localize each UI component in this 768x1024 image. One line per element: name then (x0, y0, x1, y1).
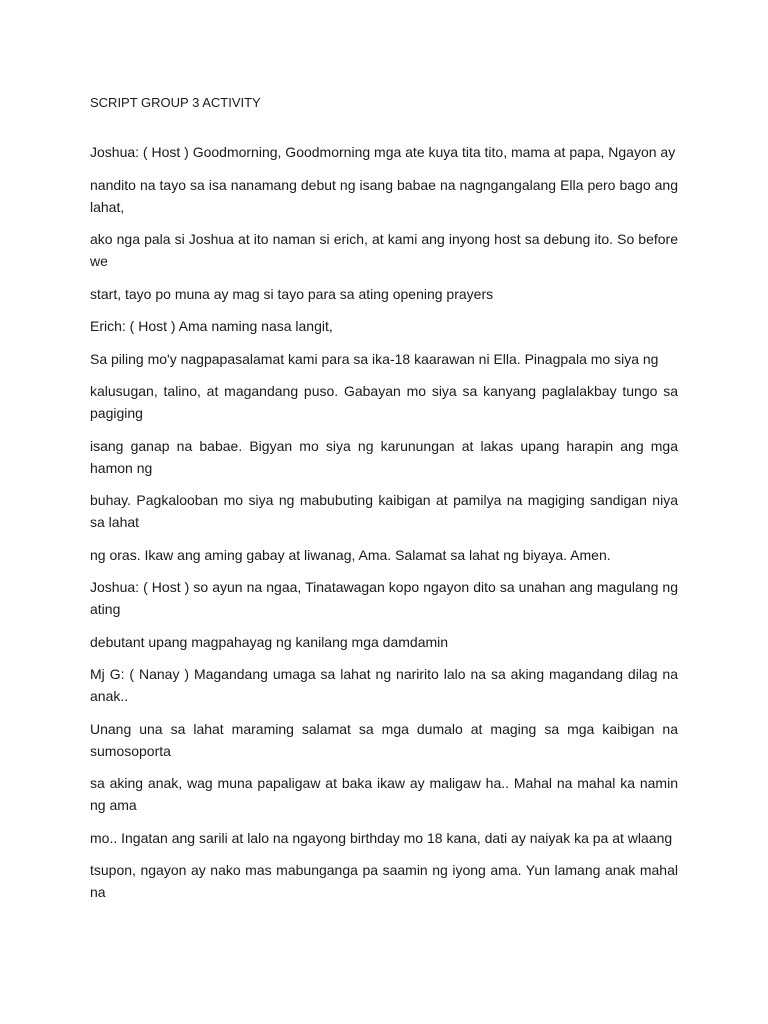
paragraph: ng oras. Ikaw ang aming gabay at liwanag, Ama. Salamat sa lahat ng biyaya. Amen. (90, 546, 611, 563)
paragraph: Erich: ( Host ) Ama naming nasa langit, (90, 318, 333, 334)
paragraph: start, tayo po muna ay mag si tayo para sa ating opening prayers (90, 285, 494, 302)
paragraph: Joshua: ( Host ) Goodmorning, Goodmorning mga ate kuya tita tito, mama at papa, Ngayon ay (90, 144, 676, 160)
paragraph: Unang una sa lahat maraming salamat sa mga dumalo at maging sa mga kaibigan na sumosoporta (90, 720, 678, 759)
paragraph: Mj G: ( Nanay ) Magandang umaga sa lahat ng naririto lalo na sa aking magandang dilag na anak.. (90, 666, 678, 704)
paragraph: Joshua: ( Host ) so ayun na ngaa, Tinatawagan kopo ngayon dito sa unahan ang magulang ng ating (90, 579, 678, 617)
paragraph: sa aking anak, wag muna papaligaw at baka ikaw ay maligaw ha.. Mahal na mahal ka namin ng ama (90, 775, 678, 813)
paragraph: kalusugan, talino, at magandang puso. Gabayan mo siya sa kanyang paglalakbay tungo sa pagiging (90, 383, 678, 421)
paragraph: Sa piling mo'y nagpapasalamat kami para sa ika-18 kaarawan ni Ella. Pinagpala mo siya ng (90, 350, 659, 367)
paragraph: tsupon, ngayon ay nako mas mabunganga pa saamin ng iyong ama. Yun lamang anak mahal na (90, 862, 678, 900)
paragraph: buhay. Pagkalooban mo siya ng mabubuting kaibigan at pamilya na magiging sandigan niya sa lahat (90, 492, 678, 530)
paragraph: isang ganap na babae. Bigyan mo siya ng karunungan at lakas upang harapin ang mga hamon ng (90, 437, 678, 476)
paragraph: mo.. Ingatan ang sarili at lalo na ngayong birthday mo 18 kana, dati ay naiyak ka pa at wlaang (90, 829, 673, 846)
document-page (90, 94, 678, 914)
paragraph: ako nga pala si Joshua at ito naman si erich, at kami ang inyong host sa debung ito. So before we (90, 231, 678, 269)
document-title: SCRIPT GROUP 3 ACTIVITY (90, 95, 261, 110)
paragraph: nandito na tayo sa isa nanamang debut ng isang babae na nagngangalang Ella pero bago ang lahat, (90, 176, 678, 215)
paragraph: debutant upang magpahayag ng kanilang mga damdamin (90, 633, 449, 650)
